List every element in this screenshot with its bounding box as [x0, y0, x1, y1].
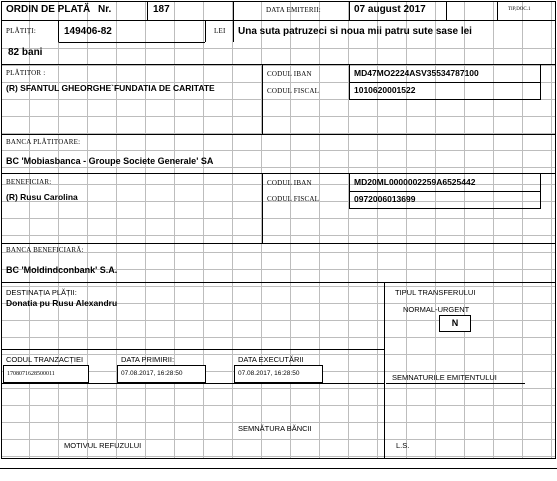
- amount-in-words-cont: 82 bani: [8, 47, 43, 58]
- execution-date-label: DATA EXECUTĂRII: [238, 355, 304, 364]
- receipt-date-label: DATA PRIMIRII:: [121, 355, 175, 364]
- payer-fiscal-label: CODUL FISCAL: [267, 87, 320, 95]
- payer-name: (R) SFANTUL GHEORGHE`FUNDATIA DE CARITATE: [6, 83, 215, 93]
- beneficiary-iban-label: CODUL IBAN: [267, 179, 312, 187]
- seal-label: L.S.: [396, 441, 410, 450]
- execution-date-box: [234, 365, 323, 383]
- transfer-mode-label: NORMAL-URGENT: [403, 305, 470, 314]
- beneficiary-label: BENEFICIAR:: [6, 178, 52, 186]
- beneficiary-iban: MD20ML0000002259A6525442: [354, 177, 476, 187]
- beneficiary-name: (R) Rusu Carolina: [6, 192, 78, 202]
- issue-date-label: DATA EMITERII:: [266, 6, 321, 14]
- beneficiary-fiscal-label: CODUL FISCAL: [267, 195, 320, 203]
- payer-iban: MD47MO2224ASV35534787100: [354, 68, 479, 78]
- form-title: ORDIN DE PLATĂ: [6, 4, 91, 15]
- receipt-date-box: [117, 365, 206, 383]
- transfer-type-label: TIPUL TRANSFERULUI: [395, 288, 476, 297]
- destination-text: Donatia pu Rusu Alexandru: [6, 298, 118, 308]
- execution-date: 07.08.2017, 16:28:50: [238, 370, 300, 377]
- transaction-code-box: [3, 365, 89, 383]
- payment-label: PLĂTIȚI:: [6, 27, 36, 35]
- doc-code: TIP,DOC.1: [508, 7, 531, 12]
- transfer-mode-box: [439, 315, 471, 332]
- order-number: 187: [153, 4, 170, 15]
- beneficiary-fiscal-code: 0972006013699: [354, 194, 416, 204]
- payer-iban-label: CODUL IBAN: [267, 70, 312, 78]
- payment-amount: 149406-82: [64, 26, 112, 37]
- destination-label: DESTINAȚIA PLĂȚII:: [6, 288, 77, 297]
- payer-fiscal-code: 1010620001522: [354, 85, 416, 95]
- payer-bank-name: BC 'Mobiasbanca - Groupe Societe Generale' SA: [6, 156, 214, 166]
- amount-in-words: Una suta patruzeci si noua mii patru sute sase lei: [238, 26, 472, 37]
- issuer-signatures-label: SEMNATURILE EMITENTULUI: [392, 373, 497, 382]
- beneficiary-bank-name: BC 'Moldindconbank' S.A.: [6, 265, 118, 275]
- payer-label: PLĂTITOR :: [6, 69, 46, 77]
- transaction-code: 1708071628500011: [7, 371, 55, 377]
- payer-bank-label: BANCA PLĂTITOARE:: [6, 138, 81, 146]
- number-label: Nr.: [98, 4, 112, 15]
- issue-date: 07 august 2017: [354, 4, 426, 15]
- refusal-reason-label: MOTIVUL REFUZULUI: [64, 441, 142, 450]
- transaction-code-label: CODUL TRANZACȚIEI: [6, 355, 84, 364]
- beneficiary-bank-label: BANCA BENEFICIARĂ:: [6, 246, 84, 254]
- receipt-date: 07.08.2017, 16:28:50: [121, 370, 183, 377]
- currency-label: LEI: [214, 27, 226, 35]
- transfer-mode-value: N: [451, 318, 459, 328]
- bank-signature-label: SEMNĂTURA BĂNCII: [238, 424, 312, 433]
